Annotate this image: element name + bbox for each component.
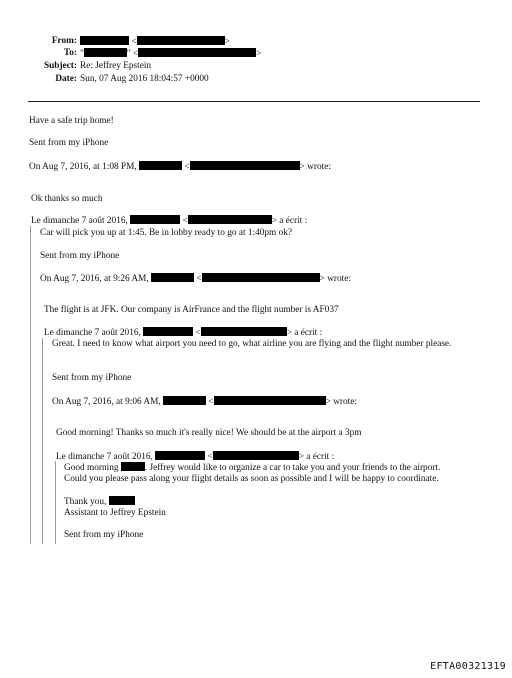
redaction-block xyxy=(130,215,180,224)
quote-bar xyxy=(55,461,56,544)
closing: Thank you, xyxy=(64,496,135,508)
angle-close: > xyxy=(224,37,230,47)
quote-attribution: Le dimanche 7 août 2016, < > a écrit : xyxy=(44,328,323,338)
quoted-message-line: Could you please pass along your flight details as soon as possible and I will be happy to coordinate. xyxy=(64,474,439,484)
redaction-block xyxy=(80,36,129,45)
redaction-block xyxy=(143,327,193,336)
quote-attribution: Le dimanche 7 août 2016, < > a écrit : xyxy=(31,216,308,226)
redaction-block xyxy=(138,48,256,57)
document-id: EFTA00321319 xyxy=(430,661,506,672)
redaction-block xyxy=(213,451,299,460)
signature: Sent from my iPhone xyxy=(29,138,109,148)
quote-attribution: Le dimanche 7 août 2016, < > a écrit : xyxy=(56,452,335,462)
quoted-message: Great. I need to know what airport you need to go, what airline you are flying and the flight number please. xyxy=(52,339,452,349)
quote-bar xyxy=(30,226,31,544)
quote-attribution: On Aug 7, 2016, at 9:06 AM, < > wrote: xyxy=(52,397,357,407)
redaction-block xyxy=(201,327,287,336)
redaction-block xyxy=(137,36,225,45)
quote-mark: " xyxy=(80,49,84,59)
subject-value: Re: Jeffrey Epstein xyxy=(80,61,152,71)
redaction-block xyxy=(188,215,272,224)
redaction-block xyxy=(155,451,205,460)
quoted-message: Good morning! Thanks so much it's really nice! We should be at the airport a 3pm xyxy=(56,428,362,438)
redaction-block xyxy=(190,161,300,170)
subject-label: Subject: xyxy=(43,61,77,71)
quoted-message-line: Good morning . Jeffrey would like to organize a car to take you and your friends to the airport. xyxy=(64,463,441,473)
from-value xyxy=(80,36,230,48)
from-label: From: xyxy=(51,36,77,46)
to-value xyxy=(80,48,261,60)
quoted-message: Ok thanks so much xyxy=(31,194,103,204)
redaction-block xyxy=(109,496,135,505)
redaction-block xyxy=(84,48,127,57)
quote-attribution: On Aug 7, 2016, at 1:08 PM, < > wrote: xyxy=(29,162,331,172)
quote-attribution: On Aug 7, 2016, at 9:26 AM, < > wrote: xyxy=(40,274,351,284)
reply-line: Have a safe trip home! xyxy=(29,116,114,126)
angle-close: > xyxy=(256,49,262,59)
angle-open: < xyxy=(132,49,139,59)
quoted-message: The flight is at JFK. Our company is AirFrance and the flight number is AF037 xyxy=(44,305,339,315)
redaction-block xyxy=(163,396,206,405)
signature: Sent from my iPhone xyxy=(64,530,144,540)
quoted-message: Car will pick you up at 1:45. Be in lobby ready to go at 1:40pm ok? xyxy=(40,228,293,238)
header-divider xyxy=(28,101,480,102)
sender-role: Assistant to Jeffrey Epstein xyxy=(64,508,166,518)
redaction-block xyxy=(121,462,145,471)
date-value: Sun, 07 Aug 2016 18:04:57 +0000 xyxy=(80,74,209,84)
quote-bar xyxy=(42,338,43,544)
redaction-block xyxy=(214,396,326,405)
to-label: To: xyxy=(63,48,77,58)
angle-open: < xyxy=(131,37,137,47)
signature: Sent from my iPhone xyxy=(52,373,132,383)
redaction-block xyxy=(202,273,320,282)
signature: Sent from my iPhone xyxy=(40,251,120,261)
redaction-block xyxy=(139,161,182,170)
redaction-block xyxy=(151,273,194,282)
date-label: Date: xyxy=(55,74,77,84)
quote-mark: " xyxy=(126,49,131,59)
